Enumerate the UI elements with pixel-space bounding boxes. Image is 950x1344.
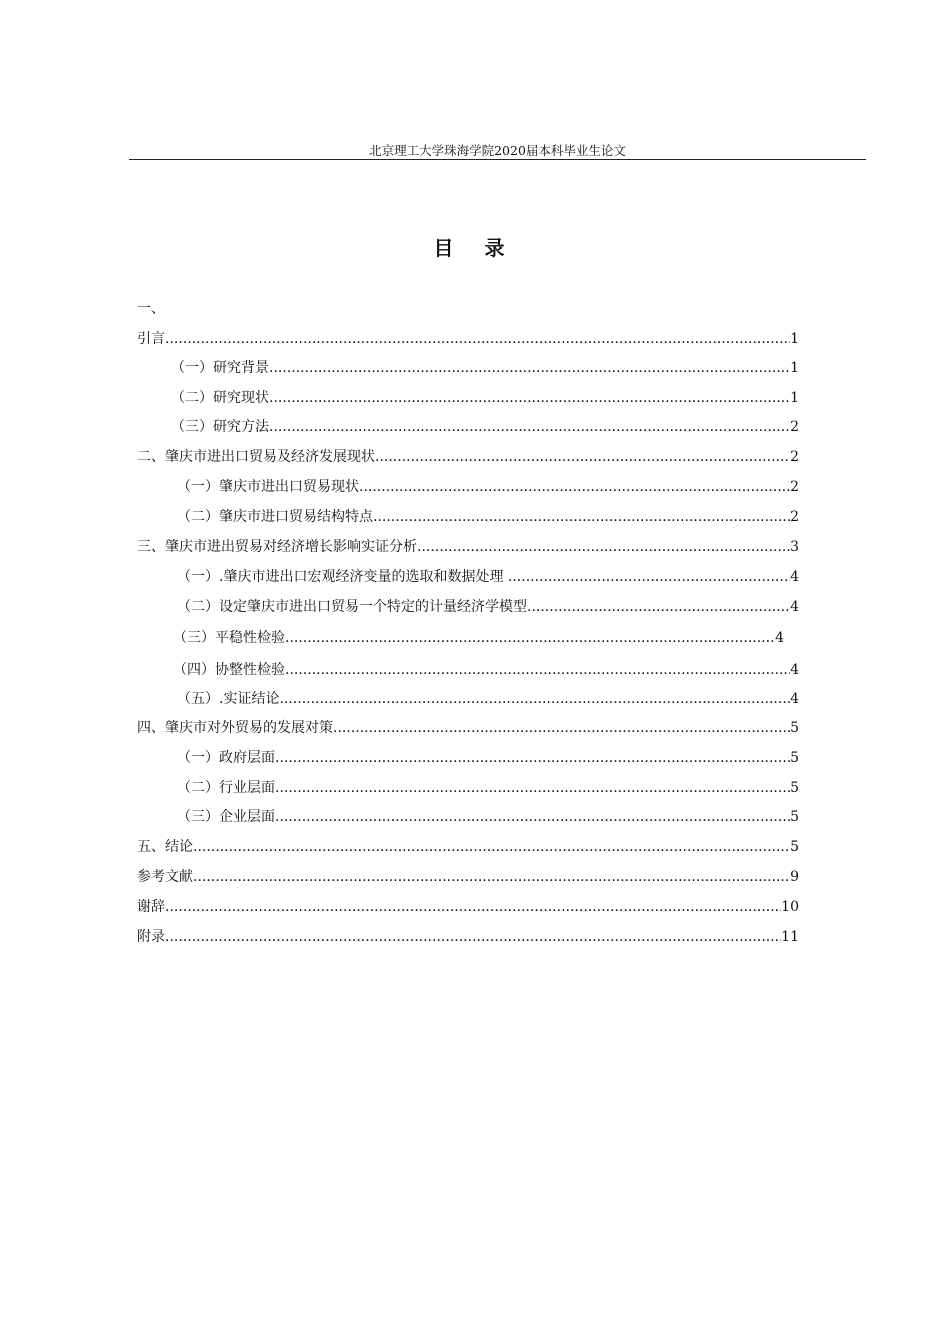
toc-page-number: 9 bbox=[790, 869, 799, 885]
toc-page-number: 3 bbox=[790, 539, 799, 555]
toc-page-number: 10 bbox=[781, 899, 799, 915]
dot-leader bbox=[373, 506, 790, 528]
toc-entry-label: （一）.肇庆市进出口宏观经济变量的选取和数据处理 bbox=[177, 569, 508, 585]
toc-entry-label: （二）设定肇庆市进出口贸易一个特定的计量经济学模型 bbox=[177, 599, 527, 615]
dot-leader bbox=[269, 357, 790, 379]
dot-leader bbox=[285, 659, 790, 681]
dot-leader bbox=[165, 926, 781, 948]
toc-entry-label: （三）企业层面 bbox=[177, 809, 275, 825]
toc-page-number: 4 bbox=[790, 662, 799, 678]
toc-entry[interactable] bbox=[137, 896, 799, 918]
toc-page-number: 11 bbox=[781, 929, 799, 945]
dot-leader bbox=[417, 536, 790, 558]
header-divider bbox=[129, 159, 866, 160]
toc-entry[interactable] bbox=[177, 747, 799, 769]
toc-entry[interactable] bbox=[137, 446, 799, 468]
toc-entry[interactable] bbox=[171, 416, 799, 438]
dot-leader bbox=[269, 387, 790, 409]
toc-entry[interactable] bbox=[137, 926, 799, 948]
toc-entry[interactable] bbox=[177, 506, 799, 528]
toc-entry-label: 谢辞 bbox=[137, 899, 165, 915]
toc-entry-label: 四、肇庆市对外贸易的发展对策 bbox=[137, 720, 333, 736]
page-header: 北京理工大学珠海学院2020届本科毕业生论文 bbox=[369, 143, 626, 158]
toc-first-heading: 一、 bbox=[137, 301, 165, 317]
dot-leader bbox=[508, 566, 790, 588]
toc-page-number: 5 bbox=[790, 809, 799, 825]
toc-page-number: 4 bbox=[775, 630, 784, 646]
toc-entry[interactable] bbox=[173, 659, 799, 681]
dot-leader bbox=[275, 806, 790, 828]
toc-entry-label: （一）研究背景 bbox=[171, 360, 269, 376]
toc-entry-label: （二）研究现状 bbox=[171, 390, 269, 406]
toc-entry[interactable] bbox=[177, 806, 799, 828]
toc-entry[interactable] bbox=[177, 566, 799, 588]
toc-entry[interactable] bbox=[173, 627, 784, 649]
toc-entry-label: （五）.实证结论 bbox=[177, 691, 280, 707]
toc-entry[interactable] bbox=[137, 866, 799, 888]
toc-page-number: 2 bbox=[790, 419, 799, 435]
toc-entry[interactable] bbox=[171, 357, 799, 379]
dot-leader bbox=[269, 416, 790, 438]
dot-leader bbox=[165, 896, 781, 918]
dot-leader bbox=[193, 866, 790, 888]
toc-page-number: 2 bbox=[790, 449, 799, 465]
toc-entry-label: （二）肇庆市进口贸易结构特点 bbox=[177, 509, 373, 525]
toc-entry-label: 五、结论 bbox=[137, 839, 193, 855]
toc-page-number: 4 bbox=[790, 691, 799, 707]
toc-entry[interactable] bbox=[137, 536, 799, 558]
toc-entry-label: （三）研究方法 bbox=[171, 419, 269, 435]
toc-entry-label: （一）政府层面 bbox=[177, 750, 275, 766]
toc-entry[interactable] bbox=[177, 777, 799, 799]
toc-page-number: 5 bbox=[790, 720, 799, 736]
dot-leader bbox=[527, 596, 790, 618]
dot-leader bbox=[279, 688, 790, 710]
toc-entry-label: （三）平稳性检验 bbox=[173, 630, 285, 646]
toc-page-number: 5 bbox=[790, 839, 799, 855]
dot-leader bbox=[275, 777, 790, 799]
dot-leader bbox=[285, 627, 775, 649]
toc-entry-label: （四）协整性检验 bbox=[173, 662, 285, 678]
toc-entry-label: 二、肇庆市进出口贸易及经济发展现状 bbox=[137, 449, 375, 465]
toc-page-number: 4 bbox=[790, 569, 799, 585]
toc-page-number: 1 bbox=[790, 390, 799, 406]
toc-entry[interactable] bbox=[177, 688, 799, 710]
dot-leader bbox=[193, 836, 790, 858]
toc-entry-label: 引言 bbox=[137, 331, 165, 347]
toc-page-number: 4 bbox=[790, 599, 799, 615]
toc-entry-label: （二）行业层面 bbox=[177, 780, 275, 796]
toc-entry[interactable] bbox=[171, 387, 799, 409]
dot-leader bbox=[275, 747, 790, 769]
toc-page-number: 2 bbox=[790, 509, 799, 525]
toc-title: 目 录 bbox=[433, 236, 517, 260]
dot-leader bbox=[375, 446, 790, 468]
toc-entry-intro[interactable] bbox=[137, 328, 799, 350]
toc-entry[interactable] bbox=[137, 717, 799, 739]
toc-page-number: 5 bbox=[790, 750, 799, 766]
toc-entry-label: 附录 bbox=[137, 929, 165, 945]
dot-leader bbox=[165, 328, 790, 350]
toc-entry[interactable] bbox=[177, 476, 799, 498]
dot-leader bbox=[333, 717, 790, 739]
toc-entry[interactable] bbox=[177, 596, 799, 618]
toc-entry[interactable] bbox=[137, 836, 799, 858]
toc-entry-label: 三、肇庆市进出贸易对经济增长影响实证分析 bbox=[137, 539, 417, 555]
toc-entry-label: 参考文献 bbox=[137, 869, 193, 885]
toc-page-number: 1 bbox=[790, 360, 799, 376]
toc-page-number: 1 bbox=[790, 331, 799, 347]
dot-leader bbox=[359, 476, 790, 498]
toc-page-number: 2 bbox=[790, 479, 799, 495]
toc-page-number: 5 bbox=[790, 780, 799, 796]
toc-entry-label: （一）肇庆市进出口贸易现状 bbox=[177, 479, 359, 495]
